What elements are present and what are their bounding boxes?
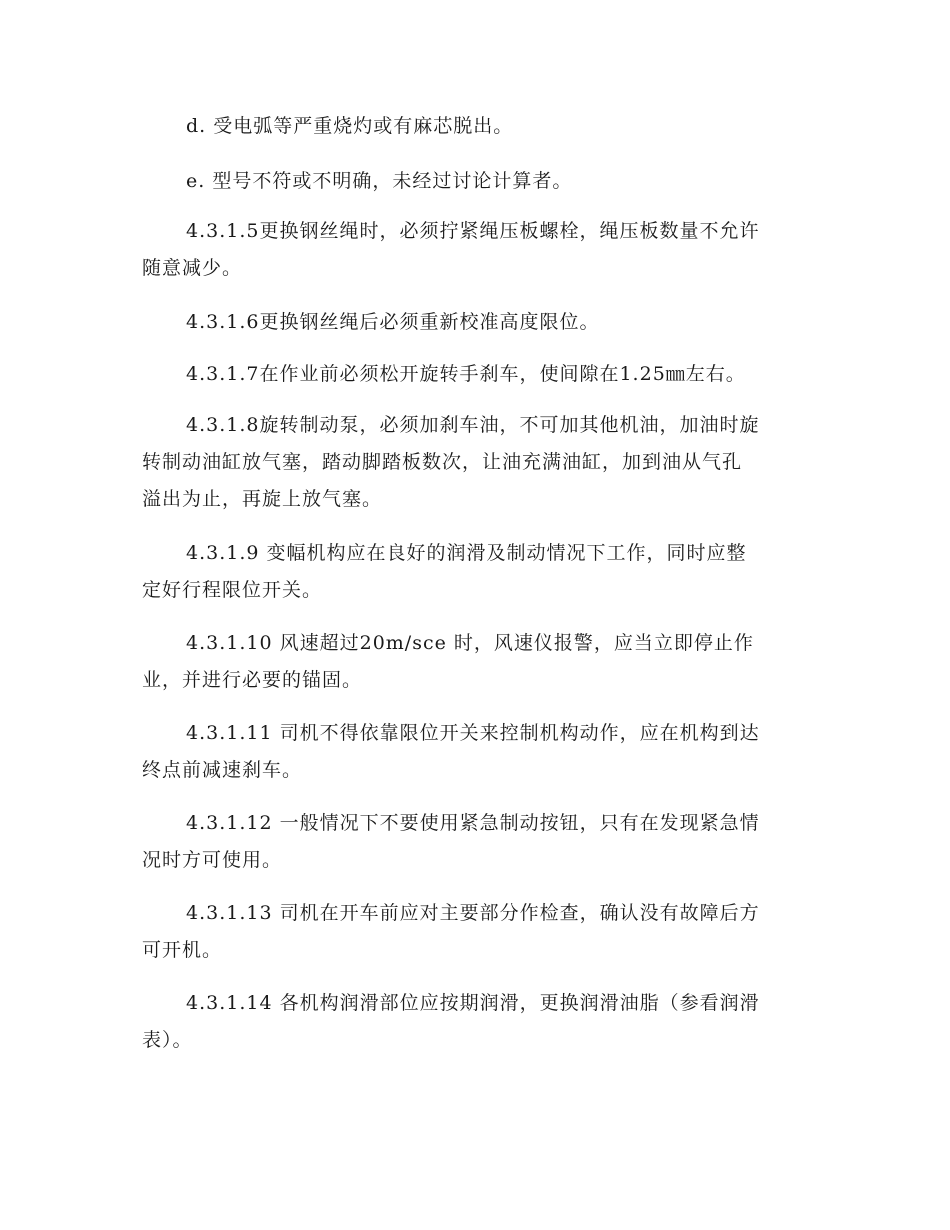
paragraph-4-3-1-11 — [142, 715, 810, 789]
paragraph-line: 4.3.1.11 司机不得依靠限位开关来控制机构动作，应在机构到达 — [186, 722, 760, 744]
paragraph-line: 业，并进行必要的锚固。 — [142, 669, 363, 691]
paragraph-line: 况时方可使用。 — [142, 849, 283, 871]
paragraph-line: 溢出为止，再旋上放气塞。 — [142, 488, 383, 510]
paragraph-line: 4.3.1.9 变幅机构应在良好的润滑及制动情况下工作，同时应整 — [186, 542, 747, 564]
paragraph-line: 转制动油缸放气塞，踏动脚踏板数次，让油充满油缸，加到油从气孔 — [142, 451, 743, 473]
paragraph-line: e. 型号不符或不明确，未经过讨论计算者。 — [186, 170, 573, 192]
paragraph-line: 4.3.1.14 各机构润滑部位应按期润滑，更换润滑油脂（参看润滑 — [186, 992, 760, 1014]
paragraph-4-3-1-8 — [142, 407, 810, 518]
paragraph-e — [142, 163, 810, 200]
paragraph-line: d. 受电弧等严重烧灼或有麻芯脱出。 — [186, 115, 514, 137]
paragraph-line: 4.3.1.12 一般情况下不要使用紧急制动按钮，只有在发现紧急情 — [186, 812, 760, 834]
paragraph-4-3-1-14 — [142, 985, 810, 1059]
paragraph-4-3-1-12 — [142, 805, 810, 879]
paragraph-4-3-1-10 — [142, 625, 810, 699]
paragraph-line: 4.3.1.13 司机在开车前应对主要部分作检查，确认没有故障后方 — [186, 902, 760, 924]
paragraph-d — [142, 108, 810, 145]
paragraph-4-3-1-6 — [142, 304, 810, 341]
paragraph-line: 4.3.1.7在作业前必须松开旋转手刹车，使间隙在1.25㎜左右。 — [186, 363, 746, 385]
paragraph-line: 终点前减速刹车。 — [142, 759, 303, 781]
paragraph-line: 4.3.1.10 风速超过20m/sce 时，风速仪报警，应当立即停止作 — [186, 632, 754, 654]
paragraph-4-3-1-9 — [142, 535, 810, 609]
paragraph-4-3-1-7 — [142, 356, 810, 393]
paragraph-line: 4.3.1.6更换钢丝绳后必须重新校准高度限位。 — [186, 311, 600, 333]
paragraph-line: 4.3.1.5更换钢丝绳时，必须拧紧绳压板螺栓，绳压板数量不允许 — [186, 220, 760, 242]
paragraph-line: 4.3.1.8旋转制动泵，必须加刹车油，不可加其他机油，加油时旋 — [186, 414, 760, 436]
paragraph-4-3-1-5 — [142, 213, 810, 287]
paragraph-line: 随意减少。 — [142, 257, 243, 279]
paragraph-4-3-1-13 — [142, 895, 810, 969]
paragraph-line: 可开机。 — [142, 939, 223, 961]
paragraph-line: 表）。 — [142, 1029, 193, 1051]
paragraph-line: 定好行程限位开关。 — [142, 579, 323, 601]
